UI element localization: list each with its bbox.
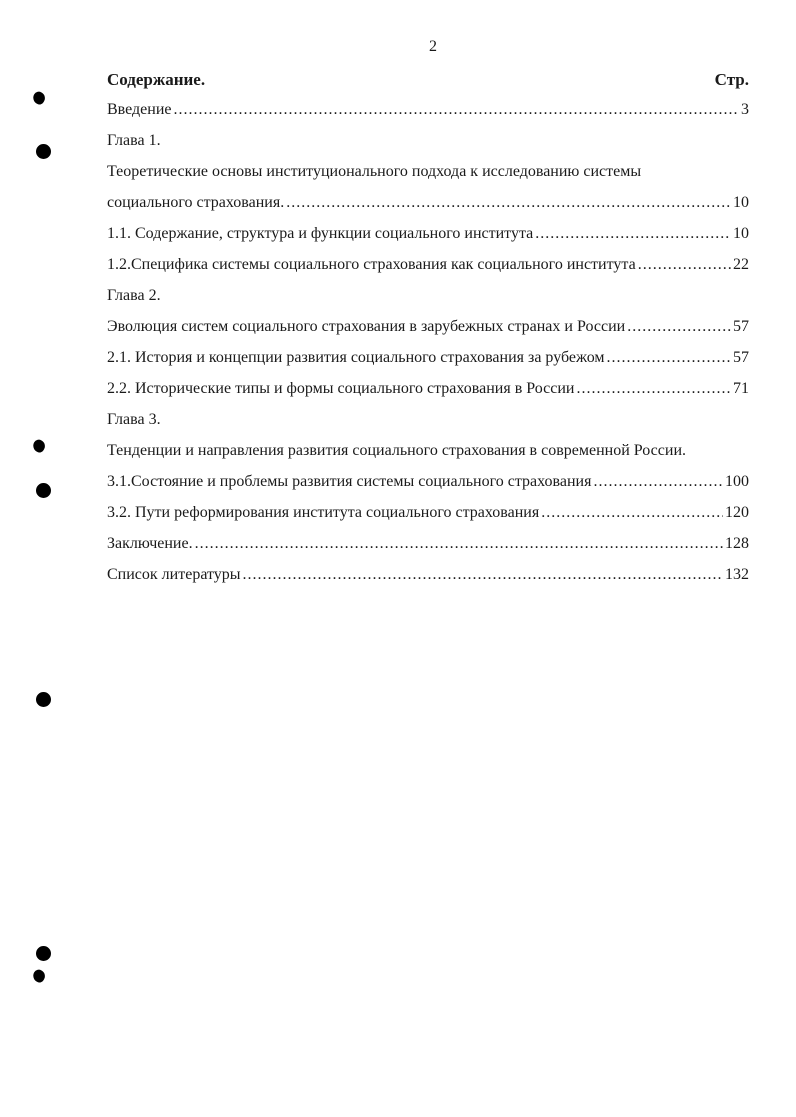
toc-entry-page: 3 xyxy=(741,101,749,118)
toc-entry-page: 71 xyxy=(733,380,749,397)
toc-entry-title: 2.2. Исторические типы и формы социального страхования в России xyxy=(107,380,575,397)
toc-chapter-title: Тенденции и направления развития социального страхования в современной России. xyxy=(107,442,687,459)
toc-entry xyxy=(107,218,749,249)
toc-entry xyxy=(107,311,749,342)
toc-entry-title: 3.1.Состояние и проблемы развития системы социального страхования xyxy=(107,473,592,490)
toc-entry-title: Список литературы xyxy=(107,566,241,583)
toc-page-column-label: Стр. xyxy=(714,70,749,89)
toc-leader-dots xyxy=(593,466,723,497)
toc-entry-page: 57 xyxy=(733,318,749,335)
toc-entry-page: 128 xyxy=(725,535,749,552)
toc-entry-title: социального страхования. xyxy=(107,194,285,211)
toc-chapter-label: Глава 3. xyxy=(107,411,161,428)
toc-entry-title: Введение xyxy=(107,101,172,118)
toc-entry-conclusion xyxy=(107,528,749,559)
toc-entry-page: 120 xyxy=(725,504,749,521)
toc-entry-page: 22 xyxy=(733,256,749,273)
toc-leader-dots xyxy=(243,559,723,590)
punch-hole xyxy=(36,144,51,159)
toc-entry xyxy=(107,187,749,218)
toc-leader-dots xyxy=(174,94,740,125)
toc-entry-introduction xyxy=(107,94,749,125)
toc-chapter-title: Теоретические основы институционального подхода к исследованию системы xyxy=(107,163,642,180)
binder-mark xyxy=(31,90,47,106)
table-of-contents xyxy=(107,66,749,590)
toc-entry-title: Эволюция систем социального страхования в зарубежных странах и России xyxy=(107,318,626,335)
toc-entry-bibliography xyxy=(107,559,749,590)
toc-entry-title: 1.2.Специфика системы социального страхования как социального института xyxy=(107,256,636,273)
punch-hole xyxy=(36,946,51,961)
toc-leader-dots xyxy=(638,249,731,280)
toc-leader-dots xyxy=(576,373,731,404)
toc-entry-page: 132 xyxy=(725,566,749,583)
toc-leader-dots xyxy=(607,342,731,373)
toc-entry-page: 57 xyxy=(733,349,749,366)
toc-entry-title: 3.2. Пути реформирования института социального страхования xyxy=(107,504,540,521)
punch-hole xyxy=(36,692,51,707)
toc-entry-page: 100 xyxy=(725,473,749,490)
toc-entry-title: Заключение. xyxy=(107,535,193,552)
toc-entry-page: 10 xyxy=(733,194,749,211)
toc-entry xyxy=(107,497,749,528)
toc-leader-dots xyxy=(535,218,731,249)
toc-leader-dots xyxy=(627,311,731,342)
binder-mark xyxy=(31,968,47,984)
toc-entry-title: 1.1. Содержание, структура и функции социального института xyxy=(107,225,534,242)
toc-entry xyxy=(107,466,749,497)
page-number: 2 xyxy=(429,38,437,55)
toc-entry xyxy=(107,342,749,373)
toc-entry xyxy=(107,249,749,280)
toc-header xyxy=(107,66,749,94)
toc-leader-dots xyxy=(195,528,723,559)
binder-mark xyxy=(31,438,47,454)
toc-leader-dots xyxy=(286,187,731,218)
toc-entry-page: 10 xyxy=(733,225,749,242)
toc-chapter-label: Глава 1. xyxy=(107,132,161,149)
toc-leader-dots xyxy=(541,497,723,528)
toc-chapter-label: Глава 2. xyxy=(107,287,161,304)
toc-entry-title: 2.1. История и концепции развития социального страхования за рубежом xyxy=(107,349,605,366)
toc-heading: Содержание. xyxy=(107,70,206,89)
punch-hole xyxy=(36,483,51,498)
toc-entry xyxy=(107,373,749,404)
